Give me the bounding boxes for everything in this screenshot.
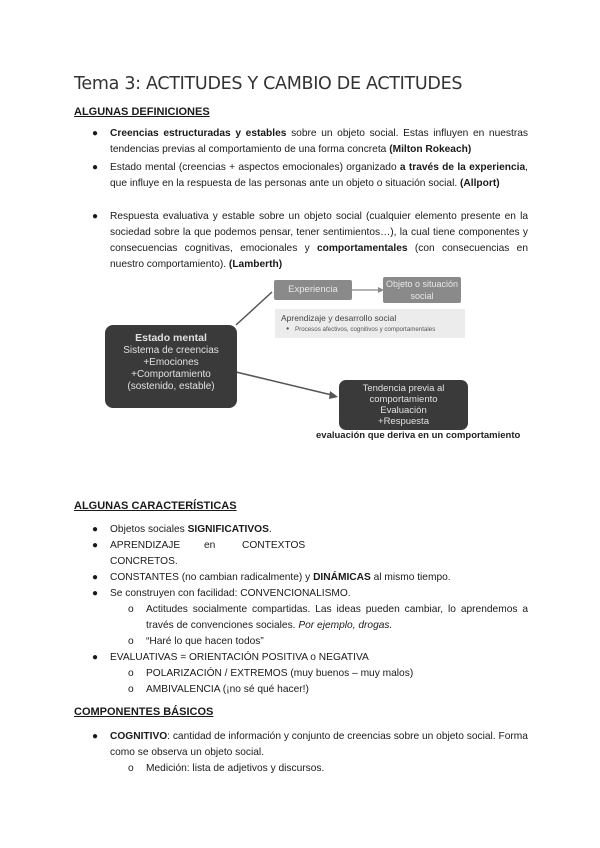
caracteristica-1: Objetos sociales SIGNIFICATIVOS. (110, 524, 272, 535)
tendencia-line: Evaluación (380, 405, 427, 416)
caracteristica-3: CONSTANTES (no cambian radicalmente) y DINÁMICAS al mismo tiempo. (110, 572, 451, 583)
section-heading-caracteristicas: ALGUNAS CARACTERÍSTICAS (74, 500, 237, 512)
caracteristica-4a: Actitudes socialmente compartidas. Las ideas pueden cambiar, lo aprendemos a través de convenciones sociales. Por ejemplo, drogas. (146, 604, 528, 631)
circle-bullet-icon: o (128, 668, 134, 679)
bullet-icon: ● (286, 326, 290, 332)
estado-line: Sistema de creencias (123, 345, 219, 356)
caracteristica-5: EVALUATIVAS = ORIENTACIÓN POSITIVA o NEGATIVA (110, 652, 369, 663)
estado-line: +Comportamiento (131, 369, 211, 380)
section-heading-definiciones: ALGUNAS DEFINICIONES (74, 106, 210, 118)
bullet-icon: ● (92, 731, 99, 742)
tendencia-line: Tendencia previa al (362, 383, 445, 394)
bullet-icon: ● (92, 572, 99, 583)
caracteristica-5b: AMBIVALENCIA (¡no sé qué hacer!) (146, 684, 309, 695)
caracteristica-5a: POLARIZACIÓN / EXTREMOS (muy buenos – muy malos) (146, 668, 414, 679)
definition-1: Creencias estructuradas y estables sobre un objeto social. Estas influyen en nuestras tendencias previas al comportamiento de una forma concreta (Milton Rokeach) (110, 128, 529, 155)
aprendizaje-label: Aprendizaje y desarrollo social (281, 313, 397, 323)
bullet-icon: ● (92, 128, 99, 139)
definition-3: Respuesta evaluativa y estable sobre un objeto social (cualquier elemento presente en la sociedad sobre la que podemos pensar, tener sentimientos…), la cual tiene componentes y consecuencias cognitivas, emocionales y comportamentales (con consecuencias en nuestro comportamiento). (Lamberth) (110, 211, 528, 270)
bullet-icon: ● (92, 524, 99, 535)
componente-1: COGNITIVO: cantidad de información y conjunto de creencias sobre un objeto social. Forma como se observa un objeto social. (110, 731, 528, 758)
diagram-caption: evaluación que deriva en un comportamiento (316, 430, 521, 441)
componente-1a: Medición: lista de adjetivos y discursos. (146, 763, 325, 774)
experiencia-box: Experiencia (274, 280, 352, 300)
caracteristica-4: Se construyen con facilidad: CONVENCIONALISMO. (110, 588, 351, 599)
circle-bullet-icon: o (128, 763, 134, 774)
page-title: Tema 3: ACTITUDES Y CAMBIO DE ACTITUDES (74, 74, 463, 94)
caracteristica-2c: CONTEXTOS (242, 540, 306, 551)
caracteristica-2d: CONCRETOS. (110, 556, 178, 567)
caracteristica-2b: en (204, 540, 216, 551)
bullet-icon: ● (92, 540, 99, 551)
bullet-icon: ● (92, 652, 99, 663)
tendencia-line: +Respuesta (378, 416, 429, 427)
procesos-label: Procesos afectivos, cognitivos y comportamentales (295, 326, 436, 333)
circle-bullet-icon: o (128, 684, 134, 695)
definition-2: Estado mental (creencias + aspectos emocionales) organizado a través de la experiencia, que influye en la respuesta de las personas ante un objeto o situación social. (Allport) (110, 162, 528, 189)
circle-bullet-icon: o (128, 604, 134, 615)
caracteristica-4b: “Haré lo que hacen todos” (146, 636, 264, 647)
bullet-icon: ● (92, 211, 99, 222)
circle-bullet-icon: o (128, 636, 134, 647)
estado-title: Estado mental (135, 332, 207, 344)
tendencia-box (339, 380, 468, 430)
estado-line: +Emociones (143, 357, 199, 368)
bullet-icon: ● (92, 588, 99, 599)
estado-mental-box (105, 325, 237, 408)
tendencia-line: comportamiento (369, 394, 438, 405)
section-heading-componentes: COMPONENTES BÁSICOS (74, 706, 214, 718)
aprendizaje-box (275, 309, 465, 338)
objeto-box: Objeto o situación social (383, 277, 461, 303)
estado-line: (sostenido, estable) (127, 381, 215, 392)
caracteristica-2a: APRENDIZAJE (110, 540, 181, 551)
bullet-icon: ● (92, 162, 99, 173)
